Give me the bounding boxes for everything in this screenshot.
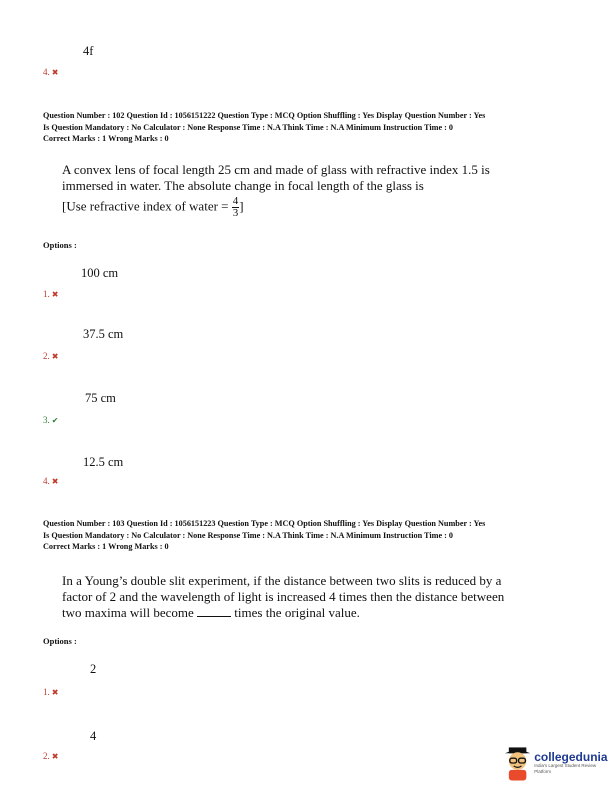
question-meta-line: Question Number : 103 Question Id : 1056151223 Question Type : MCQ Option Shuffling : Yes Display Question Number : Yes	[43, 519, 486, 528]
question-meta-line: Question Number : 102 Question Id : 1056151222 Question Type : MCQ Option Shuffling : Yes Display Question Number : Yes	[43, 111, 486, 120]
option-number	[43, 67, 58, 77]
question-meta	[43, 518, 583, 553]
hint-prefix: [Use refractive index of water =	[62, 198, 229, 214]
question-text-line: factor of 2 and the wavelength of light is increased 4 times then the distance between	[62, 589, 505, 604]
question-text	[62, 162, 542, 194]
option-number	[43, 289, 58, 299]
fraction-denominator: 3	[232, 207, 239, 219]
option-value: 100 cm	[81, 266, 119, 280]
option-value: 75 cm	[85, 391, 116, 405]
question-text	[62, 573, 542, 621]
question-meta-line: Is Question Mandatory : No Calculator : None Response Time : N.A Think Time : N.A Minimum Instruction Time : 0	[43, 530, 454, 540]
cross-icon: ✖	[51, 352, 59, 361]
logo-tagline: India's Largest Student Review Platform	[534, 763, 597, 774]
options-label: Options :	[43, 636, 77, 646]
question-text-line: In a Young’s double slit experiment, if the distance between two slits is reduced by a	[62, 573, 502, 588]
option-number	[43, 687, 58, 697]
option-value: 12.5 cm	[83, 455, 124, 469]
hint-suffix: ]	[239, 198, 244, 214]
mascot-icon	[503, 745, 532, 781]
option-value: 37.5 cm	[83, 327, 124, 341]
collegedunia-logo	[503, 745, 612, 781]
cross-icon: ✖	[51, 477, 59, 486]
question-meta-line: Correct Marks : 1 Wrong Marks : 0	[43, 134, 169, 143]
question-meta-line: Is Question Mandatory : No Calculator : None Response Time : N.A Think Time : N.A Minimum Instruction Time : 0	[43, 122, 454, 132]
logo-name: collegedunia	[534, 750, 608, 764]
check-icon: ✔	[51, 416, 59, 425]
option-number-label: 4.	[43, 67, 50, 77]
option-number-label: 4.	[43, 476, 50, 486]
option-number-label: 1.	[43, 687, 50, 697]
option-number-label: 2.	[43, 751, 50, 761]
fraction-numerator: 4	[232, 195, 239, 207]
option-number-label: 1.	[43, 289, 50, 299]
question-text-part: times the original value.	[234, 605, 360, 620]
question-meta	[43, 110, 583, 145]
option-value: 4f	[83, 44, 94, 58]
options-label: Options :	[43, 240, 77, 250]
question-text-line	[62, 605, 542, 621]
option-value: 4	[90, 729, 97, 743]
option-number	[43, 351, 58, 361]
answer-blank	[197, 605, 231, 617]
option-number	[43, 751, 58, 761]
question-text-part: two maxima will become	[62, 605, 194, 620]
option-number-label: 3.	[43, 415, 50, 425]
option-value: 2	[90, 662, 97, 676]
logo-text	[534, 751, 612, 775]
option-number	[43, 415, 58, 425]
question-text-line: immersed in water. The absolute change in focal length of the glass is	[62, 178, 424, 193]
cross-icon: ✖	[51, 290, 59, 299]
question-text-line: A convex lens of focal length 25 cm and made of glass with refractive index 1.5 is	[62, 162, 490, 177]
question-hint	[62, 196, 244, 219]
option-number-label: 2.	[43, 351, 50, 361]
cross-icon: ✖	[51, 68, 59, 77]
cross-icon: ✖	[51, 688, 59, 697]
option-number	[43, 476, 58, 486]
question-meta-line: Correct Marks : 1 Wrong Marks : 0	[43, 542, 169, 551]
cross-icon: ✖	[51, 752, 59, 761]
